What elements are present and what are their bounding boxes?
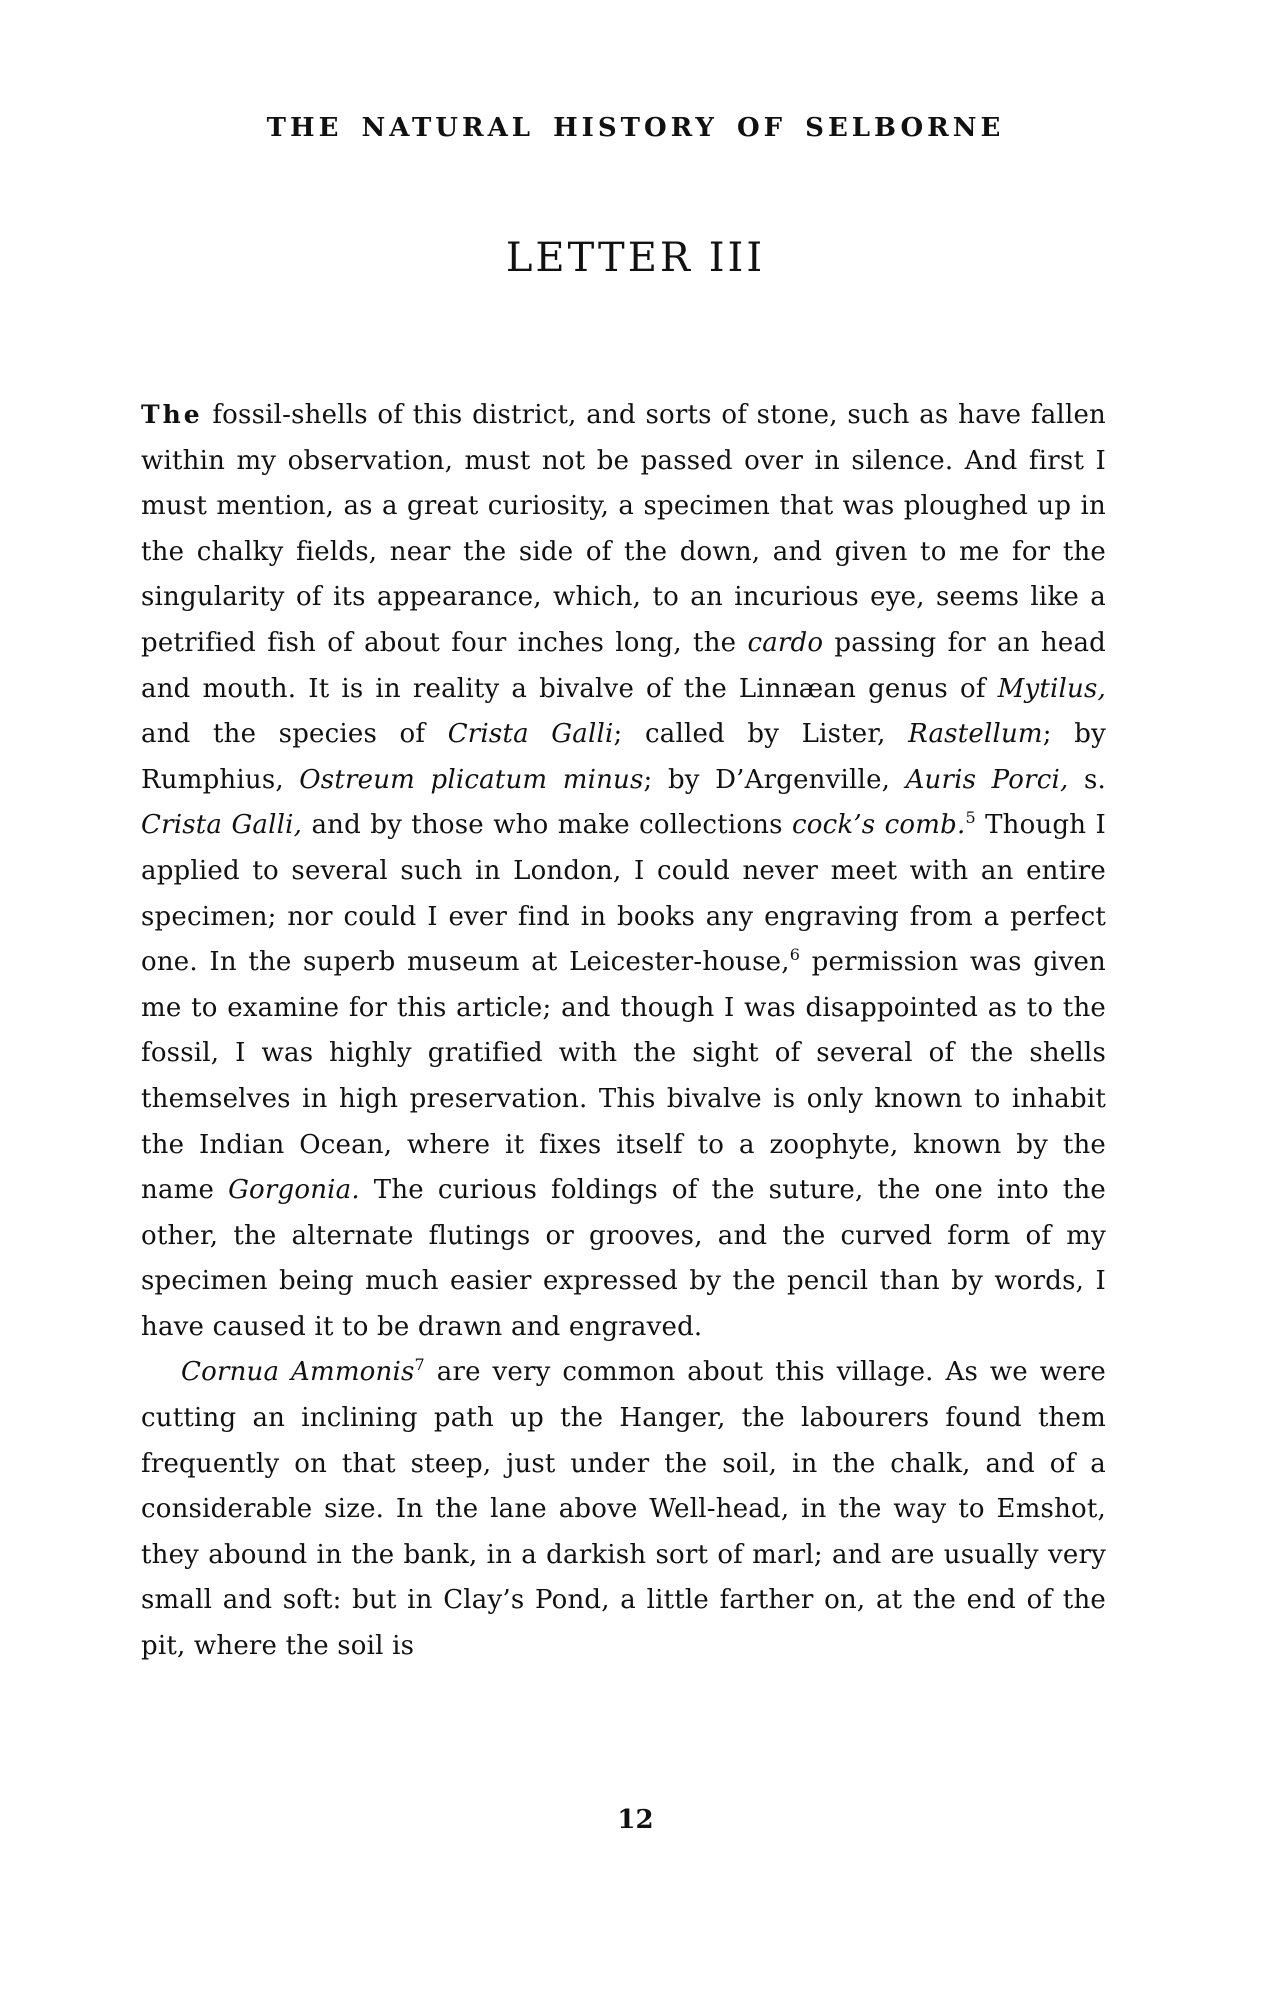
text-run: and by those who make collections	[302, 810, 792, 841]
italic-term: Cornua Ammonis	[181, 1357, 415, 1388]
text-run: passing for an head and mouth. It is in reality a bivalve of the Linnæan genus of	[141, 627, 1106, 704]
italic-term: Auris Porci,	[905, 764, 1069, 795]
running-head: THE NATURAL HISTORY OF SELBORNE	[266, 113, 1005, 143]
italic-term: Rastellum	[908, 719, 1043, 750]
italic-term: cardo	[747, 627, 824, 658]
text-run: s.	[1068, 764, 1106, 795]
text-run: ; by Rumphius,	[141, 719, 1106, 795]
text-run: fossil-shells of this district, and sorts of stone, such as have fallen within my observation, must not be passed over in silence. And first I must mention, as a great curiosity, a specimen that was ploughed up in the chalky fields, near the side of the down, and given to me for the singularity of its appearance, which, to an incurious eye, seems like a petrified fish of about four inches long, the	[141, 400, 1106, 658]
text-run: The curious foldings of the suture, the one into the other, the alternate flutings or grooves, and the curved form of my specimen being much easier expressed by the pencil than by words, I have caused it to be drawn and engraved.	[141, 1175, 1106, 1342]
italic-term: Gorgonia.	[228, 1175, 360, 1206]
text-run: Though I applied to several such in London, I could never meet with an entire specimen; nor could I ever find in books any engraving from a perfect one. In the superb museum at Leicester-house,	[141, 810, 1107, 978]
text-run: ; by D’Argenville,	[643, 764, 906, 795]
small-caps-lead: The	[141, 400, 203, 429]
body-text	[141, 392, 1106, 1670]
letter-title: LETTER III	[505, 235, 766, 281]
text-run: permission was given me to examine for this article; and though I was disappointed as to the fossil, I was highly gratified with the sight of several of the shells themselves in high preservation. This bivalve is only known to inhabit the Indian Ocean, where it fixes itself to a zoophyte, known by the name	[141, 947, 1106, 1206]
italic-term: Crista Galli,	[141, 810, 303, 841]
text-run: ; called by Lister,	[613, 719, 909, 750]
paragraph-1	[141, 392, 1106, 1350]
footnote-marker: 5	[965, 808, 976, 828]
italic-term: Ostreum plicatum minus	[299, 764, 644, 795]
italic-term: Mytilus,	[997, 673, 1106, 704]
footnote-marker: 6	[789, 945, 801, 965]
italic-term: Crista Galli	[447, 719, 614, 750]
italic-term: cock’s comb.	[792, 810, 966, 841]
footnote-marker: 7	[414, 1355, 425, 1375]
paragraph-2	[141, 1350, 1106, 1669]
text-run: are very common about this village. As we were cutting an inclining path up the Hanger, the labourers found them frequently on that steep, just under the soil, in the chalk, and of a considerable size. In the lane above Well-head, in the way to Emshot, they abound in the bank, in a darkish sort of marl; and are usually very small and soft: but in Clay’s Pond, a little farther on, at the end of the pit, where the soil is	[141, 1357, 1106, 1662]
text-run: and the species of	[141, 719, 448, 750]
page-number: 12	[617, 1805, 654, 1835]
